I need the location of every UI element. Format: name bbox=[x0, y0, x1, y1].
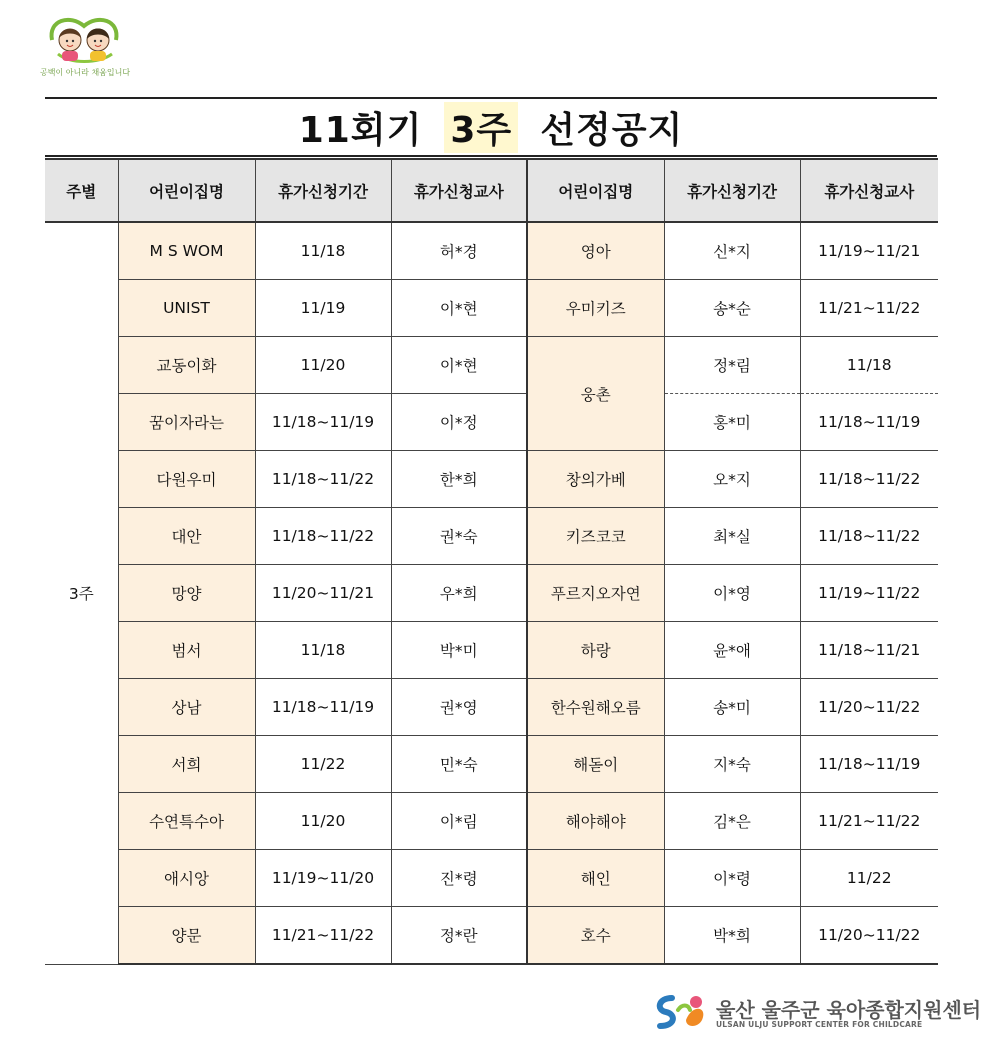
table-row bbox=[45, 222, 938, 280]
teacher-name: 오*지 bbox=[664, 451, 800, 508]
swirl-logo-icon bbox=[652, 990, 710, 1034]
title-bar bbox=[45, 97, 937, 157]
table-row bbox=[45, 280, 938, 337]
table-row bbox=[45, 394, 938, 451]
leave-period: 11/18~11/22 bbox=[255, 451, 391, 508]
daycare-name: 양문 bbox=[118, 907, 255, 965]
daycare-name: M S WOM bbox=[118, 222, 255, 280]
teacher-name: 송*순 bbox=[664, 280, 800, 337]
daycare-name: 해야해야 bbox=[527, 793, 664, 850]
leave-period: 11/19 bbox=[255, 280, 391, 337]
teacher-name: 박*희 bbox=[664, 907, 800, 965]
title-notice: 선정공지 bbox=[540, 109, 684, 151]
col-header-period-2: 휴가신청기간 bbox=[664, 159, 800, 222]
daycare-name: 창의가베 bbox=[527, 451, 664, 508]
daycare-name: 꿈이자라는 bbox=[118, 394, 255, 451]
selection-table bbox=[45, 158, 938, 965]
leave-period: 11/20 bbox=[255, 337, 391, 394]
daycare-name: 키즈코코 bbox=[527, 508, 664, 565]
leave-period: 11/18~11/19 bbox=[800, 736, 938, 793]
table-row bbox=[45, 451, 938, 508]
table-row bbox=[45, 622, 938, 679]
col-header-daycare: 어린이집명 bbox=[118, 159, 255, 222]
daycare-name: 하랑 bbox=[527, 622, 664, 679]
leave-period: 11/18~11/19 bbox=[255, 394, 391, 451]
leave-period: 11/22 bbox=[255, 736, 391, 793]
teacher-name: 우*희 bbox=[391, 565, 527, 622]
teacher-name: 윤*애 bbox=[664, 622, 800, 679]
table-row bbox=[45, 736, 938, 793]
org-name-korean: 울산 울주군 육아종합지원센터 bbox=[716, 998, 982, 1022]
leave-period: 11/19~11/21 bbox=[800, 222, 938, 280]
teacher-name: 홍*미 bbox=[664, 394, 800, 451]
daycare-name: 한수원해오름 bbox=[527, 679, 664, 736]
teacher-name: 권*숙 bbox=[391, 508, 527, 565]
leave-period: 11/21~11/22 bbox=[800, 793, 938, 850]
title-session: 11회기 bbox=[298, 109, 423, 151]
daycare-name: 해돋이 bbox=[527, 736, 664, 793]
teacher-name: 최*실 bbox=[664, 508, 800, 565]
week-cell: 3주 bbox=[45, 222, 118, 964]
table-row bbox=[45, 907, 938, 965]
logo-tagline: 공백이 아니라 채움입니다 bbox=[40, 68, 131, 77]
daycare-name: 교동이화 bbox=[118, 337, 255, 394]
leave-period: 11/18~11/19 bbox=[255, 679, 391, 736]
table-header-row bbox=[45, 159, 938, 222]
leave-period: 11/21~11/22 bbox=[255, 907, 391, 965]
daycare-name: 웅촌 bbox=[527, 337, 664, 451]
daycare-name: 해인 bbox=[527, 850, 664, 907]
daycare-name: 서희 bbox=[118, 736, 255, 793]
teacher-name: 한*희 bbox=[391, 451, 527, 508]
teacher-name: 정*란 bbox=[391, 907, 527, 965]
teacher-name: 정*림 bbox=[664, 337, 800, 394]
teacher-name: 이*현 bbox=[391, 280, 527, 337]
teacher-name: 지*숙 bbox=[664, 736, 800, 793]
teacher-name: 이*영 bbox=[664, 565, 800, 622]
table-row bbox=[45, 793, 938, 850]
teacher-name: 이*림 bbox=[391, 793, 527, 850]
table-row bbox=[45, 565, 938, 622]
daycare-name: 다원우미 bbox=[118, 451, 255, 508]
daycare-name: 망양 bbox=[118, 565, 255, 622]
daycare-name: 상남 bbox=[118, 679, 255, 736]
table-row bbox=[45, 337, 938, 394]
leave-period: 11/18 bbox=[255, 622, 391, 679]
center-logo bbox=[40, 10, 150, 85]
leave-period: 11/20 bbox=[255, 793, 391, 850]
leave-period: 11/18 bbox=[800, 337, 938, 394]
leave-period: 11/19~11/22 bbox=[800, 565, 938, 622]
table-row bbox=[45, 850, 938, 907]
col-header-teacher-2: 휴가신청교사 bbox=[800, 159, 938, 222]
leave-period: 11/18~11/21 bbox=[800, 622, 938, 679]
daycare-name: 애시앙 bbox=[118, 850, 255, 907]
daycare-name: 수연특수아 bbox=[118, 793, 255, 850]
teacher-name: 송*미 bbox=[664, 679, 800, 736]
teacher-name: 이*령 bbox=[664, 850, 800, 907]
leave-period: 11/18~11/22 bbox=[800, 508, 938, 565]
daycare-name: 푸르지오자연 bbox=[527, 565, 664, 622]
daycare-name: 호수 bbox=[527, 907, 664, 965]
daycare-name: UNIST bbox=[118, 280, 255, 337]
daycare-name: 대안 bbox=[118, 508, 255, 565]
col-header-week: 주별 bbox=[45, 159, 118, 222]
teacher-name: 김*은 bbox=[664, 793, 800, 850]
page-title bbox=[299, 102, 684, 153]
daycare-name: 영아 bbox=[527, 222, 664, 280]
table-row bbox=[45, 508, 938, 565]
col-header-period: 휴가신청기간 bbox=[255, 159, 391, 222]
leave-period: 11/18 bbox=[255, 222, 391, 280]
footer-logo bbox=[652, 990, 982, 1040]
col-header-teacher: 휴가신청교사 bbox=[391, 159, 527, 222]
leave-period: 11/18~11/22 bbox=[800, 451, 938, 508]
teacher-name: 진*령 bbox=[391, 850, 527, 907]
leave-period: 11/18~11/22 bbox=[255, 508, 391, 565]
daycare-name: 우미키즈 bbox=[527, 280, 664, 337]
daycare-name: 범서 bbox=[118, 622, 255, 679]
leave-period: 11/20~11/22 bbox=[800, 679, 938, 736]
leave-period: 11/22 bbox=[800, 850, 938, 907]
leave-period: 11/19~11/20 bbox=[255, 850, 391, 907]
teacher-name: 허*경 bbox=[391, 222, 527, 280]
leave-period: 11/20~11/21 bbox=[255, 565, 391, 622]
org-name-english: ULSAN ULJU SUPPORT CENTER FOR CHILDCARE bbox=[716, 1020, 923, 1029]
teacher-name: 이*현 bbox=[391, 337, 527, 394]
teacher-name: 권*영 bbox=[391, 679, 527, 736]
leave-period: 11/20~11/22 bbox=[800, 907, 938, 965]
two-faces-icon bbox=[40, 10, 130, 68]
title-week-highlight: 3주 bbox=[444, 102, 518, 153]
teacher-name: 민*숙 bbox=[391, 736, 527, 793]
col-header-daycare-2: 어린이집명 bbox=[527, 159, 664, 222]
teacher-name: 박*미 bbox=[391, 622, 527, 679]
leave-period: 11/21~11/22 bbox=[800, 280, 938, 337]
teacher-name: 이*정 bbox=[391, 394, 527, 451]
table-row bbox=[45, 679, 938, 736]
leave-period: 11/18~11/19 bbox=[800, 394, 938, 451]
teacher-name: 신*지 bbox=[664, 222, 800, 280]
